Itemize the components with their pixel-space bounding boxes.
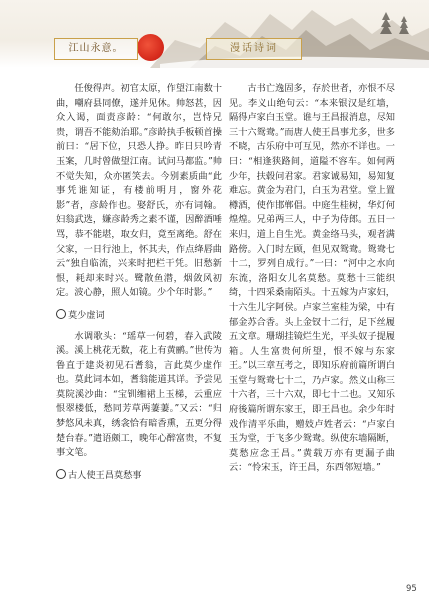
paragraph: 古书亡逸固多，存於世者，亦恨不尽见。李义山绝句云：“本来银汉是红墙，隔得卢家白玉堂。谁与王昌报消息，尽知三十六鸳鸯。”而唐人使王昌事尤多，世多不晓，古乐府中可互见，然亦不详也。一曰：“相逢狭路间，道隘不容车。如何两少年，扶毂问君家。君家诚易知，易知复难忘。黄金为君门，白玉为君堂。堂上置樽酒，使作邯郸倡。中庭生桂树，华灯何煌煌。兄弟两三人，中子为侍郎。五日一来归，道上自生光。黄金络马头，观者满路傍。入门时左顾，但见双鸳鸯。鸳鸯七十二，罗列自成行。”一曰：“河中之水向东流，洛阳女儿名莫愁。莫愁十三能织绮，十四采桑南陌头。十五嫁为卢家妇，十六生儿字阿侯。卢家兰室桂为梁，中有郁金苏合香。头上金钗十二行，足下丝履五文章。珊瑚挂镜烂生光，平头奴子提履箱。人生富贵何所望，恨不嫁与东家王。”以三章互考之，即知乐府前篇所谓白玉堂与鸳鸯七十二，乃卢家。然义山称三十六者，三十六双，即七十二也。又知乐府後篇所谓东家王，即王昌也。余少年时戏作清平乐曲，赠妓卢姓者云：“卢家白玉为堂，于飞多少鸳鸯。纵使东墙隔断，莫愁应念王昌。”黄载万亦有更漏子曲云：“怜宋玉，许王昌，东西邻短墙。” [229,83,395,474]
heading-text: 莫少虚词 [68,309,105,321]
brand-label: 江山永意。 [54,38,138,60]
section-heading [56,469,222,484]
heading-text: 古人使王昌莫愁事 [68,469,142,481]
paragraph: 任俊得声。初官太原，作望江南数十曲，嘲府县同僚，遂并见休。帅怒甚，因众入谒，面责彦龄：“何敢尔，岂恃兄贵，谓吾不能劾治耶。”彦龄执手板顿首操前曰：“居下位，只恐人挣。昨日只吟青玉案，几时曾做望江南。试问马都监。”帅不觉失知，众亦匿笑去。今别素质曲“此事凭谁知证，有楼前明月，窗外花影”者，彦龄作也。娶舒氏，亦有词翰。妇翁武选，嫌彦龄秀之素不谨，因醉酒唾骂，恭不能堪，取女归，竟至离绝。舒在父家，一日行池上，怀其夫，作点绛唇曲云“独自临流，兴来时把栏干凭。旧愁新恨，耗却来时兴。鹭散鱼潜，烟敛风初定。波心静，照人如镜。少个年时影。” [56,83,222,299]
right-column [229,82,395,476]
red-sun-icon [137,34,164,61]
section-title: 漫话诗词 [206,38,302,60]
circle-bullet-icon [56,309,66,319]
circle-bullet-icon [56,469,66,479]
paragraph: 水调歌头：“瑶草一何碧，春入武陵溪。溪上桃花无数，花上有黄鹂。”世传为鲁直于建炎初见石耆翁，言此莫少虚作也。莫此词本如，耆翁能道其详。予尝见莫院溪沙曲：“宝钏缃裙上玉梯，云重应恨翠楼低，愁同芳草两萋萋。”又云：“归梦悠风未真，绣衾恰有暗香熏，五更分得楚台春。”遣语颇工，晚年心醉富贵，不复事文笔。 [56,330,222,459]
left-column [56,82,222,489]
page-header-banner [0,0,429,68]
page-number: 95 [406,584,417,594]
section-heading [56,309,222,324]
